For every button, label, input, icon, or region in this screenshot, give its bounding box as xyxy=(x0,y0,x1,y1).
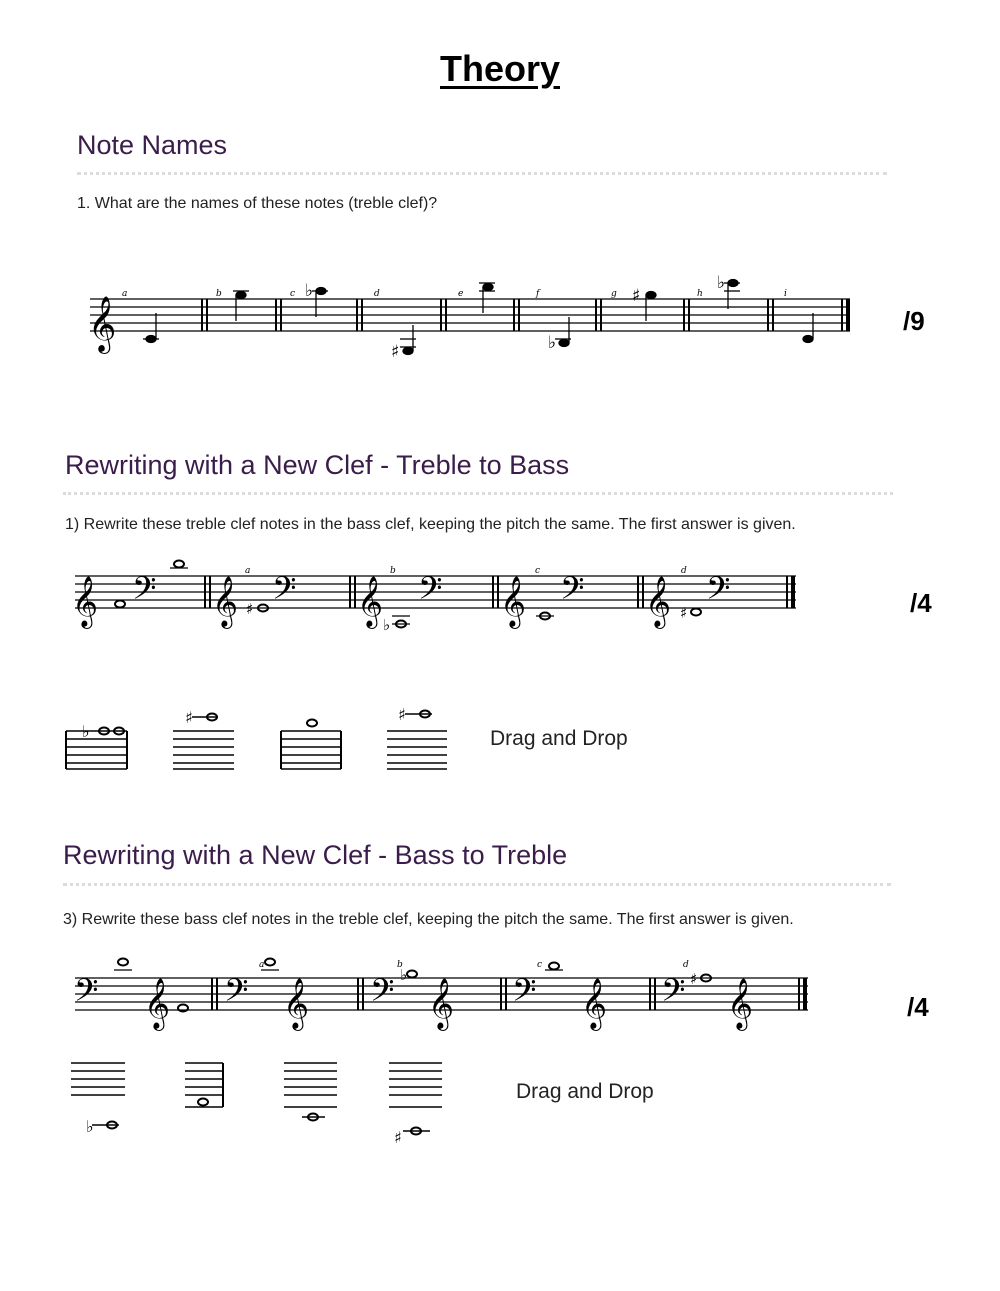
svg-text:♯: ♯ xyxy=(394,1128,402,1147)
treble-clef-icon: 𝄞 xyxy=(144,978,171,1029)
section2-heading: Rewriting with a New Clef - Treble to Bass xyxy=(65,450,570,480)
svg-text:♭: ♭ xyxy=(86,1117,94,1136)
treble-clef-icon: 𝄞 xyxy=(212,576,239,627)
treble-clef-icon: 𝄞 xyxy=(500,576,527,627)
section1-score: /9 xyxy=(903,306,925,336)
treble-clef-icon: 𝄞 xyxy=(88,296,117,352)
exercise-letter-a: a xyxy=(245,566,251,576)
bass-clef-icon: 𝄢 xyxy=(272,570,297,614)
treble-clef-icon: 𝄞 xyxy=(283,978,310,1029)
note-letter-a: a xyxy=(122,289,128,299)
svg-text:♭: ♭ xyxy=(305,281,314,301)
note-letter-e: e xyxy=(458,289,464,299)
svg-text:♯: ♯ xyxy=(185,708,193,727)
section3-drag-and-drop-label: Drag and Drop xyxy=(516,1080,654,1103)
svg-text:♯: ♯ xyxy=(690,970,698,988)
treble-clef-icon: 𝄞 xyxy=(72,576,99,627)
svg-text:♯: ♯ xyxy=(391,342,400,362)
exercise-letter-c: c xyxy=(537,960,543,970)
treble-clef-icon: 𝄞 xyxy=(581,978,608,1029)
svg-text:♭: ♭ xyxy=(548,333,557,353)
svg-text:♭: ♭ xyxy=(400,966,408,984)
note-letter-h: h xyxy=(697,289,703,299)
treble-clef-icon: 𝄞 xyxy=(645,576,672,627)
bass-clef-icon: 𝄢 xyxy=(74,972,99,1016)
svg-text:♯: ♯ xyxy=(246,600,254,618)
svg-text:♯: ♯ xyxy=(632,286,641,306)
section1-question: 1. What are the names of these notes (treble clef)? xyxy=(77,195,438,212)
section2-drag-and-drop-label: Drag and Drop xyxy=(490,727,628,750)
section2-score: /4 xyxy=(910,588,932,618)
exercise-letter-a: a xyxy=(259,960,265,970)
page-title: Theory xyxy=(439,48,561,89)
svg-text:♭: ♭ xyxy=(82,722,90,741)
exercise-letter-c: c xyxy=(535,566,541,576)
section3-score: /4 xyxy=(907,992,929,1022)
drag-tile-2[interactable] xyxy=(185,1063,223,1107)
section1-heading: Note Names xyxy=(77,130,228,160)
bass-clef-icon: 𝄢 xyxy=(512,972,537,1016)
bass-clef-icon: 𝄢 xyxy=(418,570,443,614)
svg-text:♭: ♭ xyxy=(717,273,726,293)
section2-question: 1) Rewrite these treble clef notes in the bass clef, keeping the pitch the same. The first answer is given. xyxy=(65,516,796,533)
note-letter-d: d xyxy=(374,289,380,299)
exercise-letter-d: d xyxy=(681,566,687,576)
exercise-letter-d: d xyxy=(683,960,689,970)
svg-text:♭: ♭ xyxy=(383,616,391,634)
treble-clef-icon: 𝄞 xyxy=(727,978,754,1029)
bass-clef-icon: 𝄢 xyxy=(224,972,249,1016)
svg-text:♯: ♯ xyxy=(680,604,688,622)
bass-clef-icon: 𝄢 xyxy=(132,570,157,614)
section3-heading: Rewriting with a New Clef - Bass to Treble xyxy=(63,840,568,870)
exercise-letter-b: b xyxy=(397,960,403,970)
note-letter-i: i xyxy=(784,289,787,299)
note-letter-b: b xyxy=(216,289,222,299)
drag-tile-3[interactable] xyxy=(284,1063,337,1121)
section3-question: 3) Rewrite these bass clef notes in the treble clef, keeping the pitch the same. The first answer is given. xyxy=(63,911,794,928)
bass-clef-icon: 𝄢 xyxy=(706,570,731,614)
drag-tile-4[interactable] xyxy=(389,1063,442,1135)
treble-clef-icon: 𝄞 xyxy=(357,576,384,627)
note-letter-f: f xyxy=(536,289,540,299)
bass-clef-icon: 𝄢 xyxy=(661,972,686,1016)
note-letter-g: g xyxy=(611,289,617,299)
svg-text:♯: ♯ xyxy=(398,705,406,724)
treble-clef-icon: 𝄞 xyxy=(428,978,455,1029)
note-letter-c: c xyxy=(290,289,296,299)
drag-tile-1[interactable] xyxy=(71,1063,125,1129)
bass-clef-icon: 𝄢 xyxy=(560,570,585,614)
bass-clef-icon: 𝄢 xyxy=(370,972,395,1016)
exercise-letter-b: b xyxy=(390,566,396,576)
